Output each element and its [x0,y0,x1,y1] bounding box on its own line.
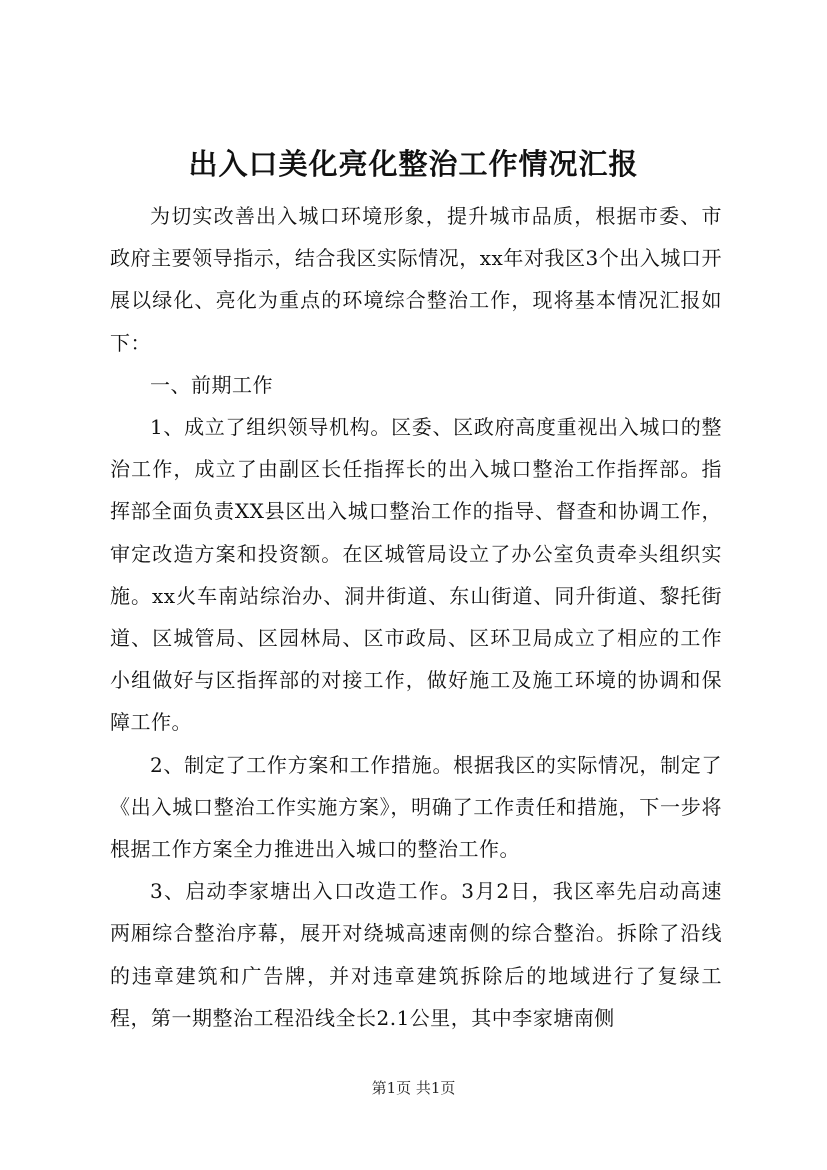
section-heading: 一、前期工作 [150,372,273,397]
page-footer: 第1页 共1页 [371,1079,456,1097]
paragraph-item-3: 3、启动李家塘出入口改造工作。3月2日，我区率先启动高速两厢综合整治序幕，展开对绕城高速南侧的综合整治。拆除了沿线的违章建筑和广告牌，并对违章建筑拆除后的地域进行了复绿工程，第一期整治工程沿线全长2.1公里，其中李家塘南侧 [110,879,722,1030]
intro-paragraph: 为切实改善出入城口环境形象，提升城市品质，根据市委、市政府主要领导指示，结合我区实际情况，xx年对我区3个出入城口开展以绿化、亮化为重点的环境综合整治工作，现将基本情况汇报如下： [110,204,722,355]
document-title: 出入口美化亮化整治工作情况汇报 [188,147,639,181]
document-body [110,195,722,1039]
paragraph-item-1: 1、成立了组织领导机构。区委、区政府高度重视出入城口的整治工作，成立了由副区长任指挥长的出入城口整治工作指挥部。指挥部全面负责XX县区出入城口整治工作的指导、督查和协调工作，审定改造方案和投资额。在区城管局设立了办公室负责牵头组织实施。xx火车南站综治办、洞井街道、东山街道、同升街道、黎托街道、区城管局、区园林局、区市政局、区环卫局成立了相应的工作小组做好与区指挥部的对接工作，做好施工及施工环境的协调和保障工作。 [110,415,722,735]
paragraph-item-2: 2、制定了工作方案和工作措施。根据我区的实际情况，制定了《出入城口整治工作实施方案》，明确了工作责任和措施，下一步将根据工作方案全力推进出入城口的整治工作。 [110,752,722,862]
